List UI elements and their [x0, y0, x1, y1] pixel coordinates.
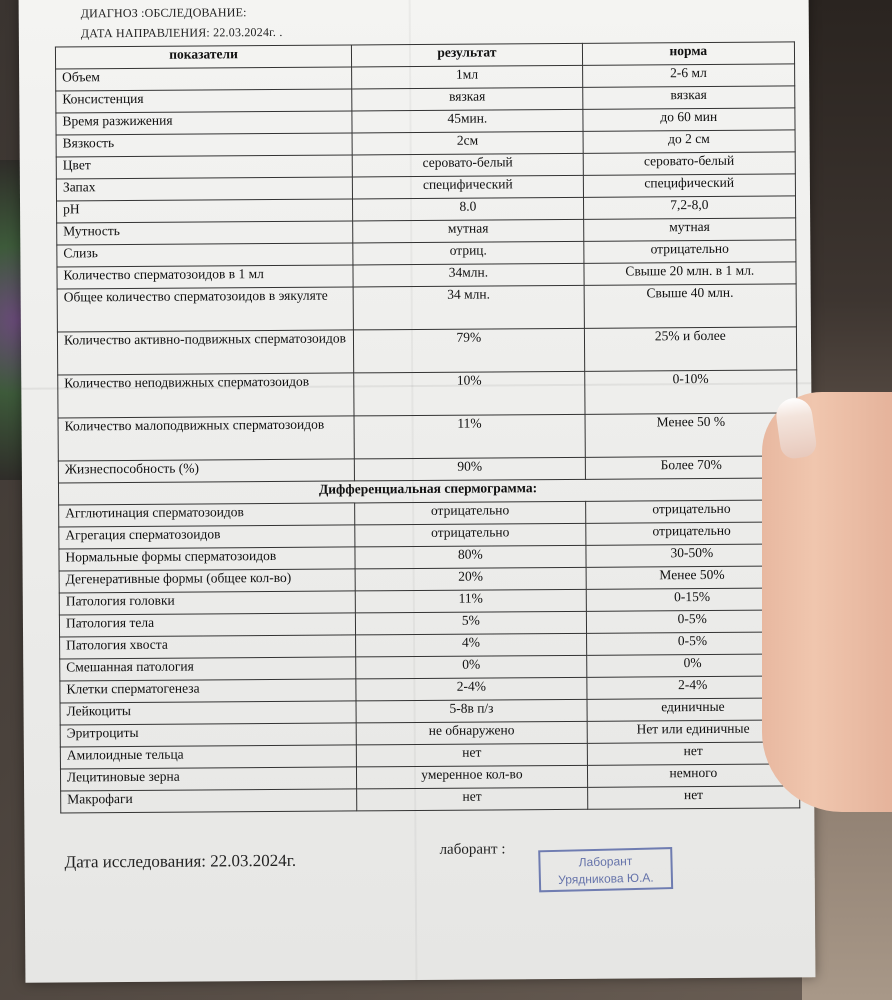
row-indicator: Общее количество сперматозоидов в эякуляте	[57, 287, 353, 332]
row-result: умеренное кол-во	[357, 765, 588, 789]
row-result: нет	[357, 787, 588, 811]
stamp-line-2: Урядникова Ю.А.	[557, 870, 654, 887]
row-norm: до 2 см	[583, 130, 795, 153]
row-norm: специфический	[583, 174, 795, 197]
row-norm: единичные	[587, 698, 799, 721]
table-row	[58, 413, 797, 461]
row-norm: до 60 мин	[583, 108, 795, 131]
row-result: 80%	[355, 545, 586, 569]
row-indicator: Нормальные формы сперматозоидов	[59, 547, 355, 571]
row-norm: немного	[587, 764, 799, 787]
row-result: 45мин.	[352, 109, 583, 133]
row-norm: 30-50%	[586, 544, 798, 567]
row-indicator: Количество сперматозоидов в 1 мл	[57, 265, 353, 289]
row-result: 2см	[352, 131, 583, 155]
row-result: вязкая	[352, 87, 583, 111]
row-result: 5%	[356, 611, 587, 635]
row-indicator: Клетки сперматогенеза	[60, 679, 356, 703]
row-norm: 7,2-8,0	[583, 196, 795, 219]
row-result: 4%	[356, 633, 587, 657]
section-title: Дифференциальная спермограмма:	[58, 478, 797, 505]
table-row	[58, 370, 797, 418]
row-norm: Свыше 40 млн.	[584, 284, 797, 328]
row-result: не обнаружено	[356, 721, 587, 745]
row-indicator: Дегенеративные формы (общее кол-во)	[59, 569, 355, 593]
row-result: серовато-белый	[352, 153, 583, 177]
row-indicator: Патология тела	[59, 613, 355, 637]
row-indicator: Смешанная патология	[60, 657, 356, 681]
row-norm: отрицательно	[583, 240, 795, 263]
lab-stamp	[538, 847, 673, 892]
row-norm: 2-6 мл	[582, 64, 794, 87]
row-result: нет	[356, 743, 587, 767]
results-rows	[56, 64, 798, 483]
row-indicator: Время разжижения	[56, 111, 352, 135]
row-result: 20%	[355, 567, 586, 591]
row-norm: Нет или единичные	[587, 720, 799, 743]
row-result: 11%	[355, 589, 586, 613]
row-result: 1мл	[352, 65, 583, 89]
row-indicator: Агрегация сперматозоидов	[59, 525, 355, 549]
row-result: отриц.	[353, 241, 584, 265]
row-result: мутная	[353, 219, 584, 243]
table-row	[57, 284, 796, 332]
row-norm: Более 70%	[585, 456, 797, 479]
row-indicator: Консистенция	[56, 89, 352, 113]
row-indicator: Слизь	[57, 243, 353, 267]
row-result: 34млн.	[353, 263, 584, 287]
row-result: 79%	[354, 328, 585, 373]
table-row	[61, 786, 800, 813]
row-indicator: Мутность	[57, 221, 353, 245]
row-norm: отрицательно	[585, 500, 797, 523]
table-row	[57, 327, 796, 375]
row-indicator: Лецитиновые зерна	[60, 767, 356, 791]
row-indicator: Количество неподвижных сперматозоидов	[58, 373, 354, 418]
row-result: 2-4%	[356, 677, 587, 701]
row-norm: 0-5%	[586, 610, 798, 633]
row-indicator: Эритроциты	[60, 723, 356, 747]
column-header-indicator: показатели	[55, 45, 351, 69]
stamp-line-1: Лаборант	[578, 854, 633, 870]
row-norm: 0-5%	[586, 632, 798, 655]
row-result: 11%	[354, 414, 585, 459]
row-norm: нет	[587, 742, 799, 765]
row-indicator: Объем	[56, 67, 352, 91]
row-indicator: pH	[57, 199, 353, 223]
row-norm: нет	[587, 786, 799, 809]
diagnosis-line: ДИАГНОЗ :ОБСЛЕДОВАНИЕ:	[80, 5, 247, 21]
row-norm: Менее 50 %	[585, 413, 798, 457]
row-indicator: Вязкость	[56, 133, 352, 157]
row-norm: 2-4%	[587, 676, 799, 699]
differential-rows	[59, 500, 800, 813]
row-result: 0%	[356, 655, 587, 679]
column-header-norm: норма	[582, 42, 794, 65]
lab-report-sheet	[19, 0, 816, 983]
row-result: 10%	[354, 371, 585, 416]
results-table	[55, 41, 800, 813]
hand-holding-paper	[762, 392, 892, 812]
row-indicator: Макрофаги	[61, 789, 357, 813]
row-norm: Свыше 20 млн. в 1 мл.	[584, 262, 796, 285]
row-result: 5-8в п/з	[356, 699, 587, 723]
row-result: 90%	[354, 457, 585, 481]
study-date: Дата исследования: 22.03.2024г.	[64, 850, 297, 872]
row-norm: Менее 50%	[586, 566, 798, 589]
row-indicator: Запах	[56, 177, 352, 201]
row-result: отрицательно	[355, 501, 586, 525]
row-indicator: Жизнеспособность (%)	[58, 459, 354, 483]
row-indicator: Цвет	[56, 155, 352, 179]
lab-assistant-label: лаборант :	[439, 841, 506, 858]
row-indicator: Агглютинация сперматозоидов	[59, 503, 355, 527]
referral-date-line: ДАТА НАПРАВЛЕНИЯ: 22.03.2024г. .	[80, 24, 283, 41]
row-norm: 0-10%	[584, 370, 797, 414]
row-indicator: Амилоидные тельца	[60, 745, 356, 769]
row-indicator: Количество активно-подвижных сперматозоидов	[57, 330, 353, 375]
row-norm: 25% и более	[584, 327, 797, 371]
row-norm: 0%	[586, 654, 798, 677]
row-norm: вязкая	[582, 86, 794, 109]
row-result: 8.0	[353, 197, 584, 221]
row-indicator: Патология головки	[59, 591, 355, 615]
row-norm: серовато-белый	[583, 152, 795, 175]
row-result: отрицательно	[355, 523, 586, 547]
column-header-result: результат	[352, 43, 583, 67]
row-norm: 0-15%	[586, 588, 798, 611]
row-indicator: Лейкоциты	[60, 701, 356, 725]
row-norm: отрицательно	[585, 522, 797, 545]
row-indicator: Патология хвоста	[60, 635, 356, 659]
row-result: специфический	[352, 175, 583, 199]
row-norm: мутная	[583, 218, 795, 241]
row-indicator: Количество малоподвижных сперматозоидов	[58, 416, 354, 461]
row-result: 34 млн.	[353, 285, 584, 330]
